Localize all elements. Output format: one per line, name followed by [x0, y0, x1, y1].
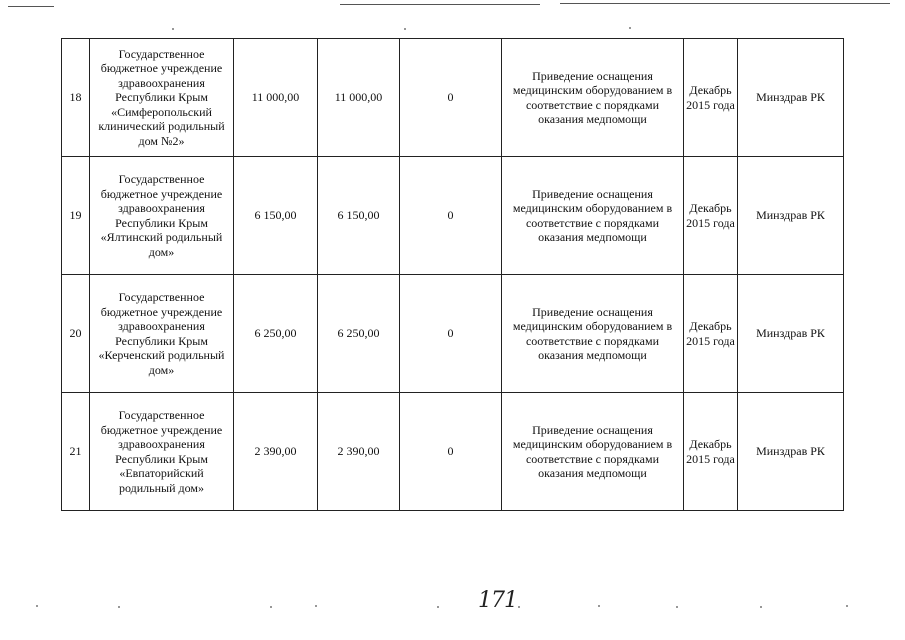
- amount-total: 6 250,00: [234, 275, 318, 393]
- table-row: [62, 393, 844, 511]
- scan-speck: [315, 605, 317, 607]
- amount-budget: 6 250,00: [318, 275, 400, 393]
- amount-other: 0: [400, 157, 502, 275]
- amount-budget: 11 000,00: [318, 39, 400, 157]
- scan-speck: [404, 28, 406, 30]
- amount-other: 0: [400, 393, 502, 511]
- scan-speck: [270, 606, 272, 608]
- purpose: Приведение оснащения медицинским оборудованием в соответствие с порядками оказания медпомощи: [502, 39, 684, 157]
- scan-artifact-line: [8, 6, 54, 7]
- scan-speck: [598, 605, 600, 607]
- institutions-table: [61, 38, 844, 511]
- purpose: Приведение оснащения медицинским оборудованием в соответствие с порядками оказания медпомощи: [502, 393, 684, 511]
- purpose: Приведение оснащения медицинским оборудованием в соответствие с порядками оказания медпомощи: [502, 275, 684, 393]
- scan-speck: [676, 606, 678, 608]
- scan-speck: [36, 605, 38, 607]
- institution-name: Государственное бюджетное учреждение здравоохранения Республики Крым «Симферопольский клинический родильный дом №2»: [90, 39, 234, 157]
- row-number: 21: [62, 393, 90, 511]
- scan-speck: [172, 28, 174, 30]
- table-row: [62, 39, 844, 157]
- scan-speck: [118, 606, 120, 608]
- table-row: [62, 275, 844, 393]
- responsible: Минздрав РК: [738, 157, 844, 275]
- scan-speck: [629, 27, 631, 29]
- table-row: [62, 157, 844, 275]
- responsible: Минздрав РК: [738, 39, 844, 157]
- amount-other: 0: [400, 39, 502, 157]
- deadline: Декабрь 2015 года: [684, 157, 738, 275]
- amount-other: 0: [400, 275, 502, 393]
- row-number: 19: [62, 157, 90, 275]
- amount-total: 2 390,00: [234, 393, 318, 511]
- deadline: Декабрь 2015 года: [684, 275, 738, 393]
- institution-name: Государственное бюджетное учреждение здравоохранения Республики Крым «Евпаторийский родильный дом»: [90, 393, 234, 511]
- amount-budget: 6 150,00: [318, 157, 400, 275]
- scan-artifact-line: [560, 3, 890, 4]
- amount-total: 11 000,00: [234, 39, 318, 157]
- scan-speck: [518, 606, 520, 608]
- scan-artifact-line: [340, 4, 540, 5]
- institution-name: Государственное бюджетное учреждение здравоохранения Республики Крым «Ялтинский родильный дом»: [90, 157, 234, 275]
- scan-speck: [437, 606, 439, 608]
- scan-speck: [846, 605, 848, 607]
- scan-speck: [760, 606, 762, 608]
- row-number: 18: [62, 39, 90, 157]
- amount-total: 6 150,00: [234, 157, 318, 275]
- page-number: 171: [478, 588, 517, 613]
- deadline: Декабрь 2015 года: [684, 39, 738, 157]
- amount-budget: 2 390,00: [318, 393, 400, 511]
- row-number: 20: [62, 275, 90, 393]
- purpose: Приведение оснащения медицинским оборудованием в соответствие с порядками оказания медпомощи: [502, 157, 684, 275]
- responsible: Минздрав РК: [738, 393, 844, 511]
- responsible: Минздрав РК: [738, 275, 844, 393]
- institution-name: Государственное бюджетное учреждение здравоохранения Республики Крым «Керченский родильный дом»: [90, 275, 234, 393]
- deadline: Декабрь 2015 года: [684, 393, 738, 511]
